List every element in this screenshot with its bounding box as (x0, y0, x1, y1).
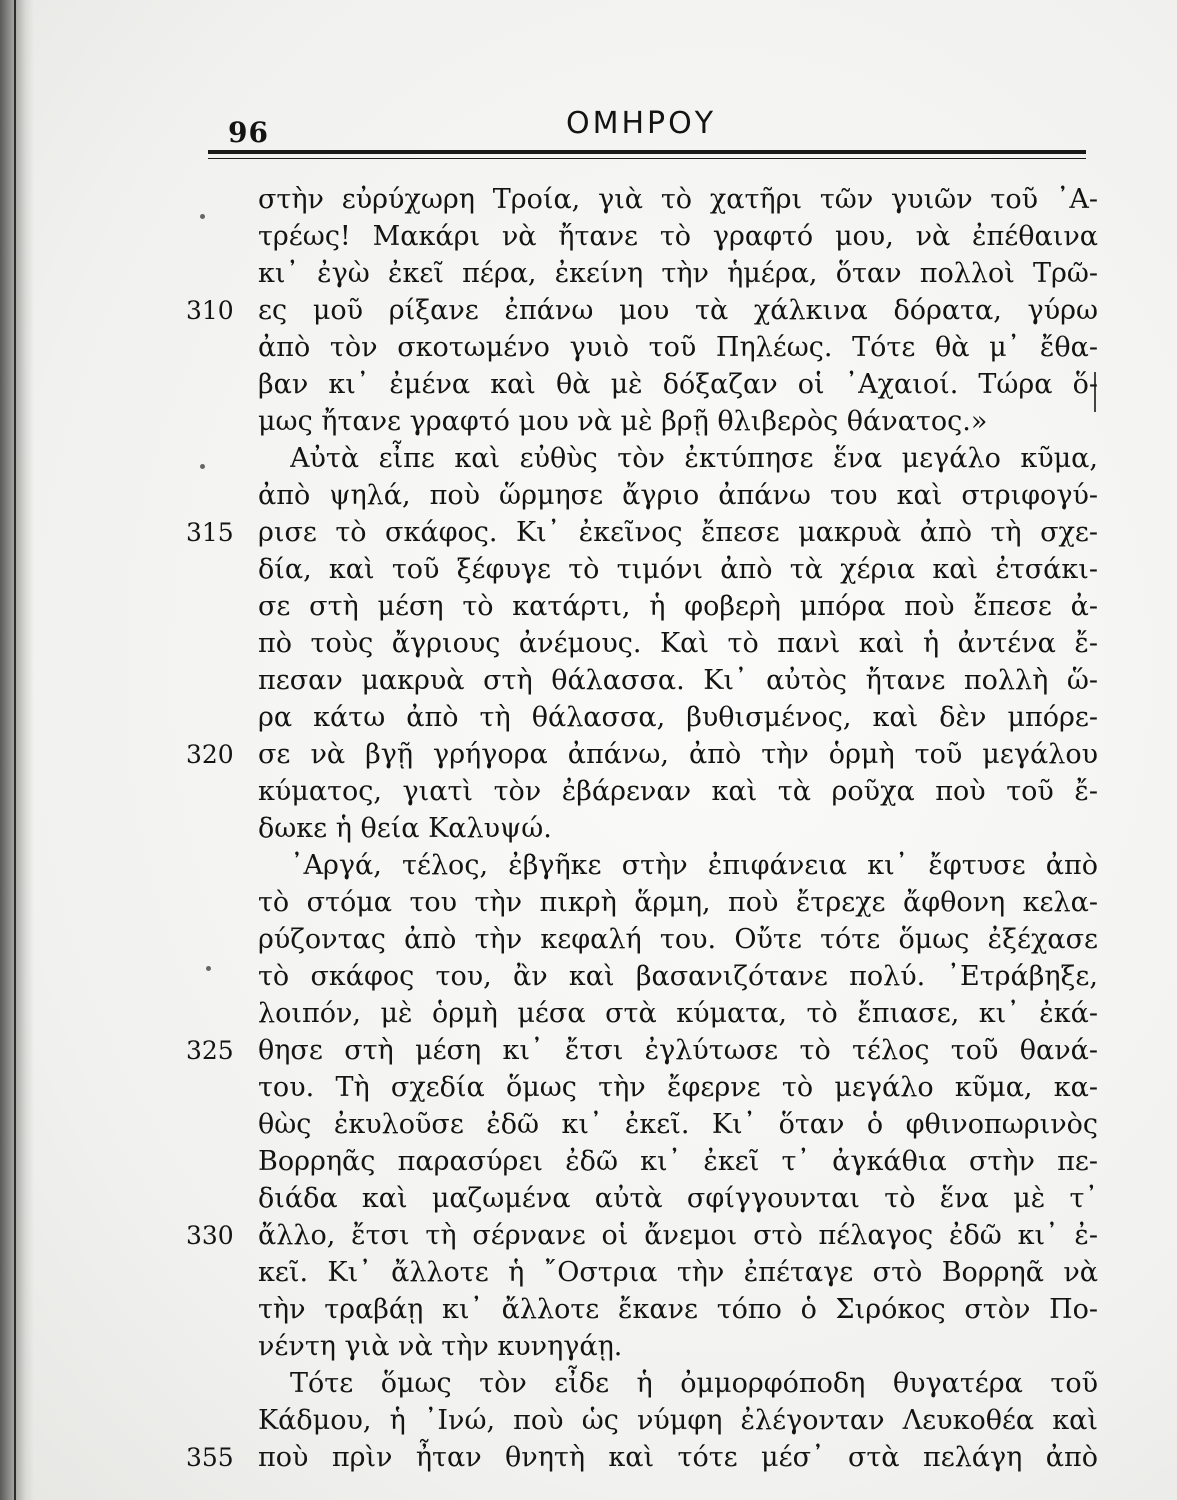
verse-number: 325 (186, 1036, 234, 1065)
text-line: μως ἤτανε γραφτό μου νὰ μὲ βρῇ θλιβερὸς θάνατος.» (258, 406, 988, 437)
page-number: 96 (228, 116, 269, 149)
text-line: ες μοῦ ρίξανε ἐπάνω μου τὰ χάλκινα δόρατα, γύρω (258, 295, 1098, 326)
text-line: ποὺ πρὶν ἦταν θνητὴ καὶ τότε μέσ᾿ στὰ πελάγη ἀπὸ (258, 1442, 1098, 1473)
book-binding-edge (14, 0, 16, 1500)
text-line: δία, καὶ τοῦ ξέφυγε τὸ τιμόνι ἀπὸ τὰ χέρια καὶ ἐτσάκι- (258, 554, 1098, 585)
text-line: πὸ τοὺς ἄγριους ἀνέμους. Καὶ τὸ πανὶ καὶ ἡ ἀντένα ἔ- (258, 628, 1098, 659)
verse-number: 315 (186, 518, 234, 547)
text-line: βαν κι᾿ ἐμένα καὶ θὰ μὲ δόξαζαν οἱ ᾿Αχαιοί. Τώρα ὅ- (258, 369, 1098, 400)
text-line: τὸ σκάφος του, ἂν καὶ βασανιζότανε πολύ. ᾿Ετράβηξε, (258, 961, 1098, 992)
text-line: σε νὰ βγῇ γρήγορα ἀπάνω, ἀπὸ τὴν ὁρμὴ τοῦ μεγάλου (258, 739, 1098, 770)
text-line: ρα κάτω ἀπὸ τὴ θάλασσα, βυθισμένος, καὶ δὲν μπόρε- (258, 702, 1098, 733)
text-line: του. Τὴ σχεδία ὅμως τὴν ἔφερνε τὸ μεγάλο κῦμα, κα- (258, 1072, 1098, 1103)
book-spine-shadow (0, 0, 34, 1500)
text-line: διάδα καὶ μαζωμένα αὐτὰ σφίγγουνται τὸ ἕνα μὲ τ᾿ (258, 1183, 1098, 1214)
text-line: τὴν τραβάῃ κι᾿ ἄλλοτε ἔκανε τόπο ὁ Σιρόκος στὸν Πο- (258, 1294, 1098, 1325)
verse-number: 310 (186, 296, 234, 325)
text-line: Τότε ὅμως τὸν εἶδε ἡ ὀμμορφόποδη θυγατέρα τοῦ (290, 1368, 1098, 1399)
verse-number: 320 (186, 740, 234, 769)
margin-speck (200, 464, 205, 469)
text-line: πεσαν μακρυὰ στὴ θάλασσα. Κι᾿ αὐτὸς ἤτανε πολλὴ ὥ- (258, 665, 1098, 696)
text-line: δωκε ἡ θεία Καλυψώ. (258, 813, 552, 844)
text-line: θησε στὴ μέση κι᾿ ἔτσι ἐγλύτωσε τὸ τέλος τοῦ θανά- (258, 1035, 1098, 1066)
text-line: κύματος, γιατὶ τὸν ἐβάρεναν καὶ τὰ ροῦχα ποὺ τοῦ ἔ- (258, 776, 1098, 807)
text-line: ρισε τὸ σκάφος. Κι᾿ ἐκεῖνος ἔπεσε μακρυὰ ἀπὸ τὴ σχε- (258, 517, 1098, 548)
text-line: Βορρηᾶς παρασύρει ἐδῶ κι᾿ ἐκεῖ τ᾿ ἀγκάθια στὴν πε- (258, 1146, 1098, 1177)
text-line: στὴν εὐρύχωρη Τροία, γιὰ τὸ χατῆρι τῶν γυιῶν τοῦ ᾿Α- (258, 184, 1098, 215)
text-line: Αὐτὰ εἶπε καὶ εὐθὺς τὸν ἐκτύπησε ἕνα μεγάλο κῦμα, (290, 443, 1098, 474)
text-line: ἄλλο, ἔτσι τὴ σέρνανε οἱ ἄνεμοι στὸ πέλαγος ἐδῶ κι᾿ ἐ- (258, 1220, 1098, 1251)
text-line: τὸ στόμα του τὴν πικρὴ ἅρμη, ποὺ ἔτρεχε ἄφθονη κελα- (258, 887, 1098, 918)
text-line: ἀπὸ ψηλά, ποὺ ὥρμησε ἄγριο ἀπάνω του καὶ στριφογύ- (258, 480, 1098, 511)
verse-number: 330 (186, 1221, 234, 1250)
text-line: τρέως! Μακάρι νὰ ἤτανε τὸ γραφτό μου, νὰ ἐπέθαινα (258, 221, 1098, 252)
header-rule-thin (208, 158, 1086, 159)
text-line: ἀπὸ τὸν σκοτωμένο γυιὸ τοῦ Πηλέως. Τότε θὰ μ᾿ ἔθα- (258, 332, 1098, 363)
text-line: σε στὴ μέση τὸ κατάρτι, ἡ φοβερὴ μπόρα ποὺ ἔπεσε ἀ- (258, 591, 1098, 622)
text-line: νέντη γιὰ νὰ τὴν κυνηγάῃ. (258, 1331, 623, 1362)
margin-speck (206, 966, 211, 971)
header-rule-thick (208, 150, 1086, 154)
text-line: Κάδμου, ἡ ᾿Ινώ, ποὺ ὡς νύμφη ἐλέγονταν Λευκοθέα καὶ (258, 1405, 1098, 1436)
text-line: κι᾿ ἐγὼ ἐκεῖ πέρα, ἐκείνη τὴν ἡμέρα, ὅταν πολλοὶ Τρῶ- (258, 258, 1098, 289)
text-line: θὼς ἐκυλοῦσε ἐδῶ κι᾿ ἐκεῖ. Κι᾿ ὅταν ὁ φθινοπωρινὸς (258, 1109, 1098, 1140)
text-line: ᾿Αργά, τέλος, ἐβγῆκε στὴν ἐπιφάνεια κι᾿ ἔφτυσε ἀπὸ (290, 850, 1098, 881)
verse-number: 355 (186, 1443, 234, 1472)
running-head: ΟΜΗΡΟΥ (566, 106, 717, 141)
text-line: κεῖ. Κι᾿ ἄλλοτε ἡ ῎Οστρια τὴν ἐπέταγε στὸ Βορρηᾶ νὰ (258, 1257, 1098, 1288)
text-line: ρύζοντας ἀπὸ τὴν κεφαλή του. Οὔτε τότε ὅμως ἐξέχασε (258, 924, 1098, 955)
margin-speck (200, 214, 205, 219)
text-line: λοιπόν, μὲ ὁρμὴ μέσα στὰ κύματα, τὸ ἔπιασε, κι᾿ ἐκά- (258, 998, 1098, 1029)
